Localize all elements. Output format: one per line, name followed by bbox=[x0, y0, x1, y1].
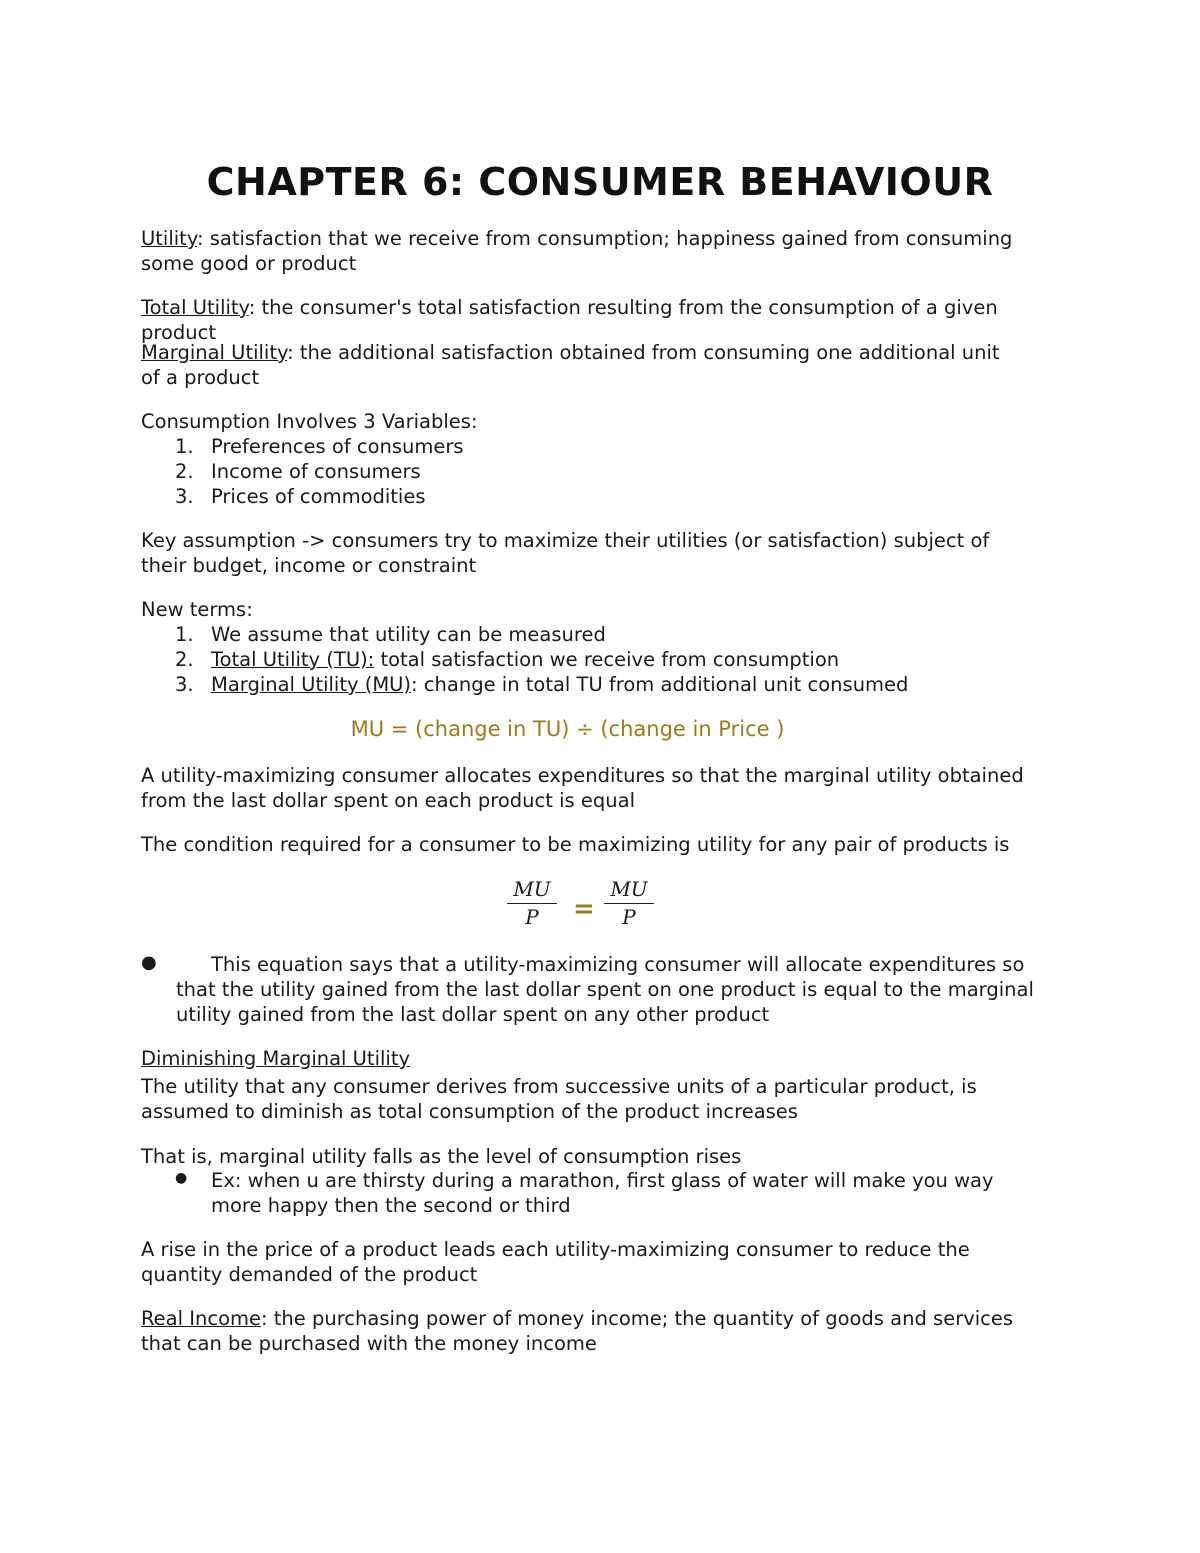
marginal-utility-term: Marginal Utility bbox=[141, 341, 288, 364]
utility-def: : satisfaction that we receive from consumption; happiness gained from consuming some good or product bbox=[141, 227, 1013, 275]
total-utility-definition bbox=[141, 295, 1061, 345]
real-income-definition bbox=[141, 1306, 1041, 1356]
total-utility-tu-term: Total Utility (TU): bbox=[211, 648, 375, 671]
denominator-right: P bbox=[622, 905, 636, 929]
numerator-left: MU bbox=[507, 877, 557, 904]
fraction-left bbox=[507, 877, 557, 929]
real-income-term: Real Income bbox=[141, 1307, 261, 1330]
equals-sign: = bbox=[573, 894, 595, 924]
total-utility-def: : the consumer's total satisfaction resulting from the consumption of a given product bbox=[141, 296, 998, 344]
that-is-text: That is, marginal utility falls as the level of consumption rises bbox=[141, 1145, 742, 1168]
utility-definition bbox=[141, 226, 1061, 276]
page-title: CHAPTER 6: CONSUMER BEHAVIOUR bbox=[206, 160, 994, 204]
bullet-icon: ● bbox=[141, 952, 157, 973]
marginal-utility-definition bbox=[141, 340, 1021, 390]
condition-text: The condition required for a consumer to be maximizing utility for any pair of products is bbox=[141, 833, 1010, 856]
marginal-utility-def: : the additional satisfaction obtained from consuming one additional unit of a product bbox=[141, 341, 1000, 389]
price-rise-text: A rise in the price of a product leads each utility-maximizing consumer to reduce the quantity demanded of the product bbox=[141, 1238, 970, 1286]
denominator-left: P bbox=[525, 905, 539, 929]
diminishing-heading: Diminishing Marginal Utility bbox=[141, 1047, 411, 1070]
allocation-text: A utility-maximizing consumer allocates expenditures so that the marginal utility obtained from the last dollar spent on each product is equal bbox=[141, 764, 1024, 812]
numerator-right: MU bbox=[604, 877, 654, 904]
marginal-utility-mu-term: Marginal Utility (MU) bbox=[211, 673, 412, 696]
key-assumption: Key assumption -> consumers try to maximize their utilities (or satisfaction) subject of their budget, income or constraint bbox=[141, 529, 990, 577]
utility-term: Utility bbox=[141, 227, 197, 250]
consumption-heading: Consumption Involves 3 Variables: bbox=[141, 410, 478, 433]
equation-explanation: This equation says that a utility-maximizing consumer will allocate expenditures so that the utility gained from the last dollar spent on one product is equal to the marginal utility gained from the last dollar spent on any other product bbox=[176, 953, 1034, 1026]
bullet-icon: ● bbox=[175, 1170, 188, 1186]
total-utility-term: Total Utility bbox=[141, 296, 249, 319]
example-text: Ex: when u are thirsty during a marathon, first glass of water will make you way more happy then the second or third bbox=[211, 1169, 994, 1217]
new-terms-heading: New terms: bbox=[141, 598, 253, 621]
diminishing-text: The utility that any consumer derives from successive units of a particular product, is assumed to diminish as total consumption of the product increases bbox=[141, 1075, 977, 1123]
document-page: CHAPTER 6: CONSUMER BEHAVIOUR Utility: satisfaction that we receive from consumption; happiness gained from consuming some good or product Total Utility: the consumer's total satisfaction resulting from the consumption of a given product Marginal Utility: the additional satisfaction obtained from consuming one additional unit of a product Consumption Involves 3 Variables: 1. Preferences of consumers 2. Income of consumers 3. Prices of commodities Key assumption -> consumers try to maximize their utilities (or satisfaction) subject of their budget, income or constraint New terms: 1. We assume that utility can be measured 2. Total Utility (TU): total satisfaction we receive from consumption 3. Marginal Utility (MU): change in total TU from additional unit consumed MU = (change in TU) ÷ (change in Price ) A utility-maximizing consumer allocates expenditures so that the marginal utility obtained from the last dollar spent on each product is equal The condition required for a consumer to be maximizing utility for any pair of products is $\frac{MU}{P}$ = $\frac{MU}{P}$ ● This equation says that a utility-maximizing consumer will allocate expenditures so that the utility gained from the last dollar spent on one product is equal to the marginal utility gained from the last dollar spent on any other product Diminishing Marginal Utility The utility that any consumer derives from successive units of a particular product, is assumed to diminish as total consumption of the product increases That is, marginal utility falls as the level of consumption rises ● Ex: when u are thirsty during a marathon, first glass of water will make you way more happy then the second or third A rise in the price of a product leads each utility-maximizing consumer to reduce the quantity demanded of the product Real Income: the purchasing power of money income; the quantity of goods and services that can be purchased with the money income bbox=[0, 0, 1200, 1553]
fraction-right bbox=[604, 877, 654, 929]
mu-formula: MU = (change in TU) ÷ (change in Price ) bbox=[350, 717, 785, 741]
real-income-def: : the purchasing power of money income; the quantity of goods and services that can be purchased with the money income bbox=[141, 1307, 1014, 1355]
